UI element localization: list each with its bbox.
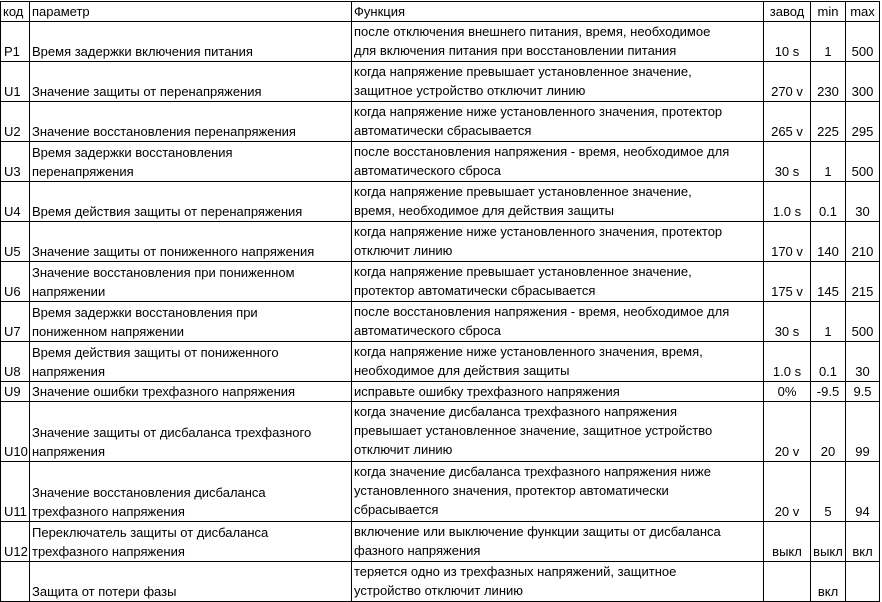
cell-param <box>30 302 352 342</box>
cell-function-line: протектор автоматически сбрасывается <box>354 283 596 298</box>
cell-min: 140 <box>811 222 846 262</box>
header-factory: завод <box>764 2 811 22</box>
cell-max: 99 <box>846 402 880 462</box>
cell-function-line: после восстановления напряжения - время, необходимое для <box>354 304 730 319</box>
cell-param <box>30 382 352 402</box>
cell-function-line: после отключения внешнего питания, время, необходимое <box>354 24 711 39</box>
cell-function-line: когда напряжение ниже установленного значения, протектор <box>354 224 723 239</box>
header-min: min <box>811 2 846 22</box>
cell-min: 230 <box>811 62 846 102</box>
cell-function-line: для включения питания при восстановлении питания <box>354 43 677 58</box>
cell-max: 500 <box>846 22 880 62</box>
cell-function-line: превышает установленное значение, защитное устройство <box>354 423 713 438</box>
cell-function-line: исправьте ошибку трехфазного напряжения <box>354 384 620 399</box>
cell-code: U3 <box>1 142 30 182</box>
cell-function <box>352 62 764 102</box>
cell-max: 295 <box>846 102 880 142</box>
cell-code: U1 <box>1 62 30 102</box>
cell-param <box>30 222 352 262</box>
cell-min: 1 <box>811 22 846 62</box>
cell-function-line: когда напряжение ниже установленного значения, время, <box>354 344 703 359</box>
cell-function-line: когда напряжение превышает установленное значение, <box>354 64 692 79</box>
cell-code: U2 <box>1 102 30 142</box>
cell-param <box>30 462 352 522</box>
cell-function-line: автоматического сброса <box>354 323 501 338</box>
cell-param-line: напряжения <box>32 364 105 379</box>
cell-param <box>30 562 352 602</box>
cell-function-line: автоматически сбрасывается <box>354 123 532 138</box>
cell-param-line: Значение восстановления дисбаланса <box>32 485 266 500</box>
table-row <box>1 22 880 62</box>
cell-max: 94 <box>846 462 880 522</box>
cell-param <box>30 102 352 142</box>
cell-function-line: установленного значения, протектор автоматически <box>354 483 669 498</box>
cell-function <box>352 22 764 62</box>
cell-function <box>352 142 764 182</box>
table-row <box>1 342 880 382</box>
cell-max: 500 <box>846 142 880 182</box>
header-max: max <box>846 2 880 22</box>
cell-param <box>30 342 352 382</box>
cell-param <box>30 22 352 62</box>
cell-max: 500 <box>846 302 880 342</box>
table-row <box>1 302 880 342</box>
cell-min: 1 <box>811 302 846 342</box>
cell-max: 30 <box>846 182 880 222</box>
cell-code: P1 <box>1 22 30 62</box>
cell-function-line: когда значение дисбаланса трехфазного напряжения ниже <box>354 464 711 479</box>
cell-factory: 30 s <box>764 302 811 342</box>
cell-max: 300 <box>846 62 880 102</box>
cell-code: U6 <box>1 262 30 302</box>
parameter-table <box>0 1 880 602</box>
cell-param-line: напряжения <box>32 444 105 459</box>
cell-max <box>846 562 880 602</box>
cell-function <box>352 522 764 562</box>
cell-function-line: автоматического сброса <box>354 163 501 178</box>
cell-function-line: включение или выключение функции защиты от дисбаланса <box>354 524 721 539</box>
table-row <box>1 382 880 402</box>
cell-code: U11 <box>1 462 30 522</box>
table-row <box>1 562 880 602</box>
cell-function <box>352 262 764 302</box>
cell-function <box>352 462 764 522</box>
table-row <box>1 102 880 142</box>
cell-function-line: когда значение дисбаланса трехфазного напряжения <box>354 404 677 419</box>
cell-min: 225 <box>811 102 846 142</box>
cell-function <box>352 102 764 142</box>
cell-min: 0.1 <box>811 342 846 382</box>
cell-code: U10 <box>1 402 30 462</box>
cell-function-line: когда напряжение ниже установленного значения, протектор <box>354 104 723 119</box>
cell-param-line: Время действия защиты от перенапряжения <box>32 204 303 219</box>
cell-function-line: когда напряжение превышает установленное значение, <box>354 264 692 279</box>
cell-factory: 20 v <box>764 402 811 462</box>
cell-max: 210 <box>846 222 880 262</box>
cell-min: выкл <box>811 522 846 562</box>
cell-param <box>30 522 352 562</box>
cell-min: 5 <box>811 462 846 522</box>
cell-function <box>352 402 764 462</box>
cell-param-line: Время задержки восстановления при <box>32 305 258 320</box>
cell-param-line: Время задержки включения питания <box>32 44 253 59</box>
table-row <box>1 522 880 562</box>
cell-function-line: защитное устройство отключит линию <box>354 83 586 98</box>
cell-function-line: отключит линию <box>354 243 453 258</box>
cell-factory: 175 v <box>764 262 811 302</box>
cell-factory: выкл <box>764 522 811 562</box>
cell-factory: 170 v <box>764 222 811 262</box>
cell-max: 215 <box>846 262 880 302</box>
cell-min: 145 <box>811 262 846 302</box>
cell-function-line: когда напряжение превышает установленное значение, <box>354 184 692 199</box>
cell-max: 9.5 <box>846 382 880 402</box>
cell-max: вкл <box>846 522 880 562</box>
cell-param-line: трехфазного напряжения <box>32 544 185 559</box>
cell-param <box>30 402 352 462</box>
cell-function <box>352 562 764 602</box>
table-row <box>1 222 880 262</box>
header-function: Функция <box>352 2 764 22</box>
cell-param-line: Значение восстановления при пониженном <box>32 265 295 280</box>
cell-function <box>352 382 764 402</box>
cell-function-line: отключит линию <box>354 442 453 457</box>
cell-code: U12 <box>1 522 30 562</box>
cell-param-line: Значение ошибки трехфазного напряжения <box>32 384 296 399</box>
cell-function <box>352 342 764 382</box>
cell-factory: 1.0 s <box>764 182 811 222</box>
table-row <box>1 62 880 102</box>
header-code: код <box>1 2 30 22</box>
cell-min: 0.1 <box>811 182 846 222</box>
cell-function-line: после восстановления напряжения - время, необходимое для <box>354 144 730 159</box>
cell-min: -9.5 <box>811 382 846 402</box>
cell-param-line: Переключатель защиты от дисбаланса <box>32 525 269 540</box>
cell-param <box>30 62 352 102</box>
cell-param-line: Время действия защиты от пониженного <box>32 345 279 360</box>
cell-param <box>30 142 352 182</box>
cell-code <box>1 562 30 602</box>
cell-factory: 270 v <box>764 62 811 102</box>
cell-param <box>30 182 352 222</box>
cell-code: U9 <box>1 382 30 402</box>
table-row <box>1 142 880 182</box>
cell-param-line: Значение защиты от пониженного напряжения <box>32 244 315 259</box>
header-param: параметр <box>30 2 352 22</box>
cell-factory <box>764 562 811 602</box>
cell-function <box>352 182 764 222</box>
table-row <box>1 402 880 462</box>
cell-param-line: Время задержки восстановления <box>32 145 233 160</box>
table-row <box>1 262 880 302</box>
cell-param-line: Значение защиты от перенапряжения <box>32 84 262 99</box>
cell-function <box>352 222 764 262</box>
table-row <box>1 462 880 522</box>
table-row <box>1 182 880 222</box>
cell-code: U5 <box>1 222 30 262</box>
cell-param-line: трехфазного напряжения <box>32 504 185 519</box>
cell-function-line: время, необходимое для действия защиты <box>354 203 614 218</box>
cell-code: U7 <box>1 302 30 342</box>
cell-factory: 1.0 s <box>764 342 811 382</box>
cell-max: 30 <box>846 342 880 382</box>
cell-param-line: пониженном напряжении <box>32 324 184 339</box>
cell-min: вкл <box>811 562 846 602</box>
cell-code: U8 <box>1 342 30 382</box>
cell-param-line: Значение защиты от дисбаланса трехфазного <box>32 425 312 440</box>
cell-function-line: устройство отключит линию <box>354 583 524 598</box>
cell-function-line: необходимое для действия защиты <box>354 363 570 378</box>
cell-function-line: фазного напряжения <box>354 543 481 558</box>
cell-param <box>30 262 352 302</box>
cell-param-line: Значение восстановления перенапряжения <box>32 124 296 139</box>
cell-function-line: сбрасывается <box>354 502 439 517</box>
cell-code: U4 <box>1 182 30 222</box>
cell-factory: 20 v <box>764 462 811 522</box>
cell-function-line: теряется одно из трехфазных напряжений, защитное <box>354 564 677 579</box>
cell-factory: 10 s <box>764 22 811 62</box>
cell-min: 20 <box>811 402 846 462</box>
cell-factory: 0% <box>764 382 811 402</box>
cell-param-line: напряжении <box>32 284 106 299</box>
cell-param-line: Защита от потери фазы <box>32 584 177 599</box>
header-row <box>1 2 880 22</box>
cell-factory: 265 v <box>764 102 811 142</box>
cell-function <box>352 302 764 342</box>
cell-param-line: перенапряжения <box>32 164 134 179</box>
cell-min: 1 <box>811 142 846 182</box>
cell-factory: 30 s <box>764 142 811 182</box>
